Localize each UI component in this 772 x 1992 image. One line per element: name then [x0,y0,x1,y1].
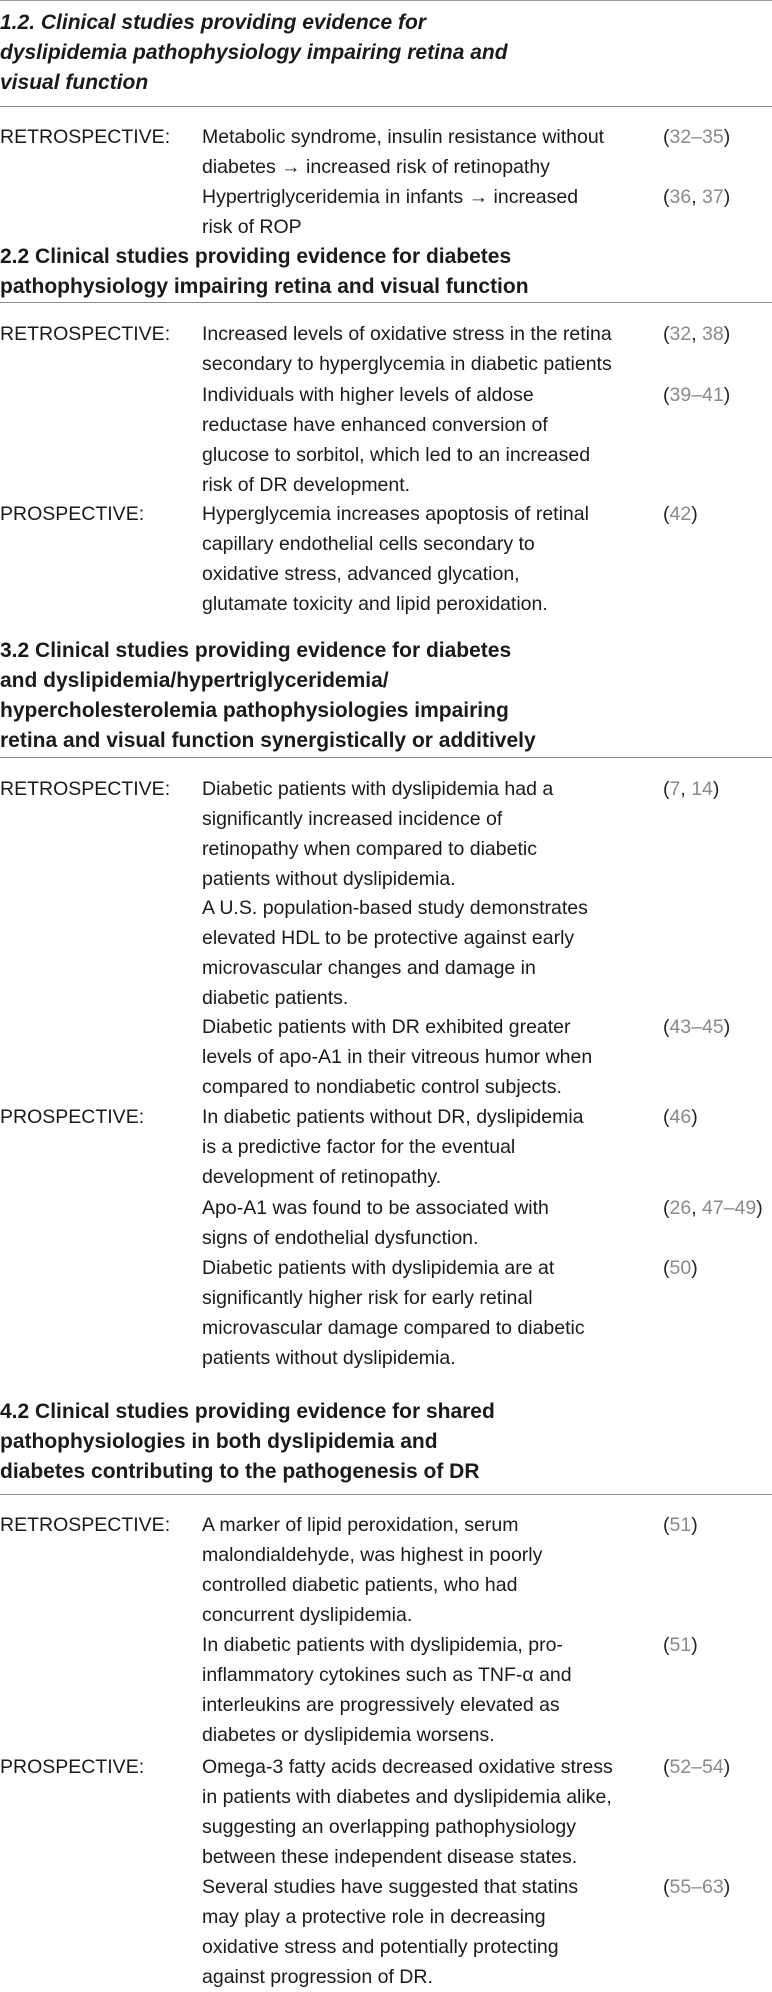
finding-line: interleukins are progressively elevated as [202,1694,560,1716]
finding-line: glucose to sorbitol, which led to an increased [202,444,591,466]
study-type: PROSPECTIVE: [0,1756,145,1778]
ref-close-paren: ) [723,323,731,345]
study-type: PROSPECTIVE: [0,1106,145,1128]
reference-link[interactable]: 7 [669,778,681,800]
finding-line: A U.S. population-based study demonstrates [202,897,588,919]
finding-text [202,319,642,379]
ref-open-paren: ( [663,323,670,345]
section-heading-line: 2.2 Clinical studies providing evidence for diabetes [0,245,512,268]
section-divider [0,302,772,303]
table-top-border [0,0,772,1]
reference-link[interactable]: 51 [669,1634,692,1656]
section-heading-line: pathophysiology impairing retina and visual function [0,275,529,298]
ref-open-paren: ( [663,1016,670,1038]
study-type: RETROSPECTIVE: [0,323,171,345]
ref-open-paren: ( [663,778,670,800]
ref-close-paren: ) [723,186,731,208]
finding-line: in patients with diabetes and dyslipidemia alike, [202,1786,612,1808]
reference-link[interactable]: 38 [702,323,724,345]
reference-link[interactable]: 51 [669,1514,692,1536]
finding-line: microvascular damage compared to diabetic [202,1317,585,1339]
finding-line: between these independent disease states. [202,1846,578,1868]
finding-line: malondialdehyde, was highest in poorly [202,1544,543,1566]
finding-line: controlled diabetic patients, who had [202,1574,518,1596]
reference-link[interactable]: 46 [669,1106,692,1128]
finding-text [202,1510,642,1630]
finding-line: risk of ROP [202,216,302,238]
study-type: RETROSPECTIVE: [0,1514,171,1536]
finding-line: retinopathy when compared to diabetic [202,838,537,860]
finding-line: reductase have enhanced conversion of [202,414,548,436]
finding-line: patients without dyslipidemia. [202,1347,456,1369]
section-heading-line: hypercholesterolemia pathophysiologies impairing [0,699,509,722]
ref-open-paren: ( [663,1634,670,1656]
reference-link[interactable]: 14 [691,778,713,800]
finding-text [202,893,642,1013]
reference-link[interactable]: 50 [669,1257,692,1279]
reference-citation [663,182,772,212]
finding-line: against progression of DR. [202,1966,433,1988]
reference-link[interactable]: 39–41 [669,384,724,406]
ref-open-paren: ( [663,126,670,148]
section-heading-line: pathophysiologies in both dyslipidemia and [0,1430,438,1453]
section-heading [0,8,560,98]
reference-link[interactable]: 36 [669,186,692,208]
reference-link[interactable]: 47–49 [702,1197,757,1219]
finding-line: capillary endothelial cells secondary to [202,533,535,555]
section-heading-line: visual function [0,71,149,94]
reference-citation [663,319,772,349]
finding-text [202,380,642,500]
section-divider [0,757,772,758]
study-type: PROSPECTIVE: [0,503,145,525]
finding-line: is a predictive factor for the eventual [202,1136,516,1158]
finding-text [202,1102,642,1192]
finding-line: Apo-A1 was found to be associated with [202,1197,549,1219]
finding-line: risk of DR development. [202,474,411,496]
finding-line: Metabolic syndrome, insulin resistance without [202,126,605,148]
finding-text [202,182,642,242]
reference-link[interactable]: 32 [669,323,692,345]
finding-line: oxidative stress and potentially protecting [202,1936,559,1958]
ref-separator: , [691,323,703,345]
finding-line: Omega-3 fatty acids decreased oxidative stress [202,1756,613,1778]
reference-link[interactable]: 43–45 [669,1016,724,1038]
section-divider [0,1494,772,1495]
finding-line: Several studies have suggested that statins [202,1876,579,1898]
finding-line: Diabetic patients with dyslipidemia are at [202,1257,555,1279]
reference-citation [663,380,772,410]
finding-text [202,499,642,619]
section-heading-line: and dyslipidemia/hypertriglyceridemia/ [0,669,389,692]
section-heading-line: retina and visual function synergistically or additively [0,729,536,752]
ref-open-paren: ( [663,1756,670,1778]
reference-citation [663,1872,772,1902]
finding-line: microvascular changes and damage in [202,957,536,979]
ref-open-paren: ( [663,1257,670,1279]
ref-close-paren: ) [723,1016,731,1038]
reference-link[interactable]: 55–63 [669,1876,724,1898]
finding-line: glutamate toxicity and lipid peroxidation. [202,593,548,615]
reference-citation [663,122,772,152]
ref-open-paren: ( [663,503,670,525]
finding-text [202,1630,642,1750]
finding-line: concurrent dyslipidemia. [202,1604,413,1626]
section-heading-line: 3.2 Clinical studies providing evidence for diabetes [0,639,512,662]
finding-line: Diabetic patients with dyslipidemia had a [202,778,554,800]
finding-line: In diabetic patients without DR, dyslipidemia [202,1106,584,1128]
finding-line: diabetes → increased risk of retinopathy [202,156,550,178]
ref-close-paren: ) [756,1197,763,1219]
ref-open-paren: ( [663,1197,670,1219]
ref-separator: , [680,778,692,800]
ref-close-paren: ) [691,1106,698,1128]
finding-text [202,1193,642,1253]
ref-open-paren: ( [663,1106,670,1128]
finding-text [202,1253,642,1373]
reference-citation [663,1193,772,1223]
reference-citation [663,1752,772,1782]
ref-open-paren: ( [663,1876,670,1898]
finding-line: Hyperglycemia increases apoptosis of retinal [202,503,589,525]
reference-link[interactable]: 42 [669,503,692,525]
section-heading-line: 4.2 Clinical studies providing evidence for shared [0,1400,495,1423]
finding-line: diabetic patients. [202,987,349,1009]
reference-link[interactable]: 26 [669,1197,692,1219]
ref-close-paren: ) [723,1876,731,1898]
finding-line: inflammatory cytokines such as TNF-α and [202,1664,572,1686]
finding-line: Increased levels of oxidative stress in the retina [202,323,612,345]
section-heading-line: dyslipidemia pathophysiology impairing retina and [0,41,508,64]
reference-citation [663,1630,772,1660]
reference-link[interactable]: 32–35 [669,126,724,148]
finding-line: compared to nondiabetic control subjects. [202,1076,562,1098]
finding-line: Individuals with higher levels of aldose [202,384,534,406]
ref-close-paren: ) [691,1257,698,1279]
reference-link[interactable]: 37 [702,186,724,208]
finding-line: Hypertriglyceridemia in infants → increased [202,186,579,208]
finding-line: oxidative stress, advanced glycation, [202,563,520,585]
ref-close-paren: ) [723,1756,731,1778]
study-type: RETROSPECTIVE: [0,126,171,148]
finding-line: levels of apo-A1 in their vitreous humor when [202,1046,593,1068]
reference-link[interactable]: 52–54 [669,1756,724,1778]
finding-text [202,1012,642,1102]
ref-open-paren: ( [663,384,670,406]
finding-text [202,122,642,182]
section-heading [0,1397,560,1487]
ref-close-paren: ) [691,1514,698,1536]
reference-citation [663,774,772,804]
section-divider [0,106,772,107]
finding-line: signs of endothelial dysfunction. [202,1227,479,1249]
finding-line: patients without dyslipidemia. [202,868,456,890]
finding-line: elevated HDL to be protective against early [202,927,575,949]
ref-close-paren: ) [691,1634,698,1656]
reference-citation [663,1102,772,1132]
finding-line: In diabetic patients with dyslipidemia, pro- [202,1634,563,1656]
reference-citation [663,1510,772,1540]
finding-line: secondary to hyperglycemia in diabetic patients [202,353,612,375]
finding-line: suggesting an overlapping pathophysiology [202,1816,577,1838]
ref-close-paren: ) [723,384,731,406]
ref-separator: , [691,1197,703,1219]
finding-text [202,1752,642,1872]
finding-line: significantly higher risk for early retinal [202,1287,533,1309]
finding-text [202,774,642,894]
reference-citation [663,1012,772,1042]
ref-separator: , [691,186,703,208]
section-heading [0,242,560,302]
reference-citation [663,1253,772,1283]
section-heading-line: diabetes contributing to the pathogenesis of DR [0,1460,480,1483]
finding-line: may play a protective role in decreasing [202,1906,546,1928]
section-heading [0,636,560,756]
finding-line: A marker of lipid peroxidation, serum [202,1514,519,1536]
ref-close-paren: ) [691,503,698,525]
finding-line: Diabetic patients with DR exhibited greater [202,1016,571,1038]
finding-line: diabetes or dyslipidemia worsens. [202,1724,495,1746]
study-type: RETROSPECTIVE: [0,778,171,800]
finding-text [202,1872,642,1992]
ref-open-paren: ( [663,1514,670,1536]
section-heading-line: 1.2. Clinical studies providing evidence for [0,11,426,34]
ref-close-paren: ) [723,126,731,148]
ref-close-paren: ) [712,778,720,800]
ref-open-paren: ( [663,186,670,208]
reference-citation [663,499,772,529]
finding-line: development of retinopathy. [202,1166,442,1188]
finding-line: significantly increased incidence of [202,808,503,830]
